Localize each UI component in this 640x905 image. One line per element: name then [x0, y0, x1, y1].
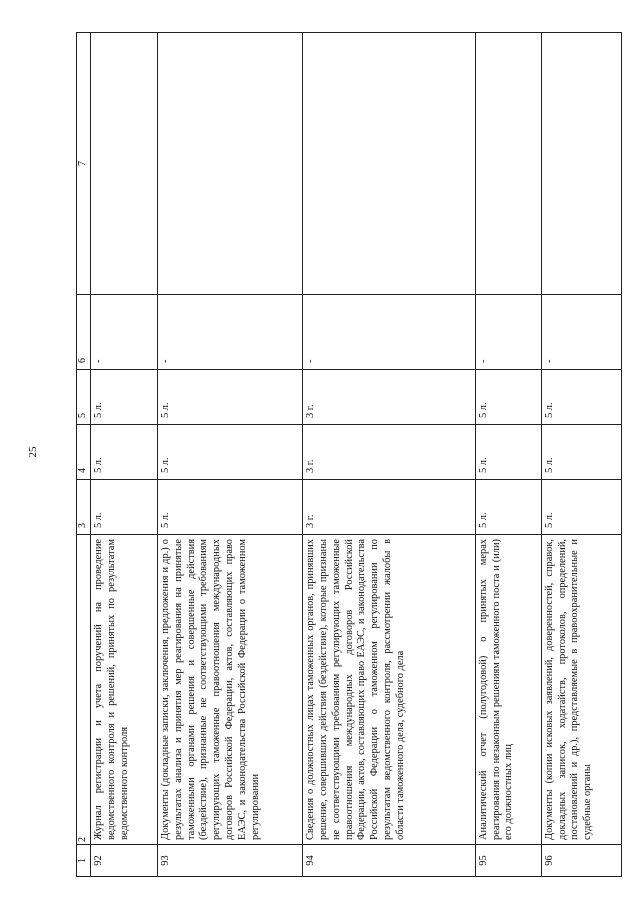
table-row: [475, 33, 541, 877]
row-description: Сведения о должностных лицах таможенных органов, принявших решение, совершивших действия (бездействие), которые признаны не соответствующими требованиям регулирующих таможенные правоотношения международных договоров Российской Федерации, актов, составляющих право ЕАЭС, и законодательства Российской Федерации о таможенном регулировании по результатам ведомственного контроля, рассмотрении жалобы в области таможенного дела, судебного дела: [303, 535, 476, 845]
row-col4: 3 г.: [303, 425, 476, 480]
table-row: [158, 33, 303, 877]
row-col3: 5 л.: [158, 480, 303, 535]
row-number: 96: [541, 845, 621, 877]
row-col3: 5 л.: [91, 480, 158, 535]
row-number: 93: [158, 845, 303, 877]
row-col7: [158, 33, 303, 295]
row-col6: -: [541, 295, 621, 370]
row-col3: 3 г.: [303, 480, 476, 535]
row-col7: [91, 33, 158, 295]
page-number: 25: [27, 446, 39, 458]
row-col6: -: [91, 295, 158, 370]
row-description: Документы (докладные записки, заключения, предложения и др.) о результатах анализа и принятия мер реагирования на принятые таможенными органами решения и совершенные действия (бездействие), признанные не соответствующими требованиям регулирующих таможенные правоотношения международных договоров Российской Федерации, актов, составляющих право ЕАЭС, и законодательства Российской Федерации о таможенном регулировании: [158, 535, 303, 845]
col-header-4: 4: [77, 425, 91, 480]
row-description: Документы (копии исковых заявлений, доверенностей, справок, докладных записок, ходатайств, протоколов, определений, постановлений и др.), представляемые в правоохранительные и судебные органы: [541, 535, 621, 845]
row-col4: 5 л.: [158, 425, 303, 480]
table-row: [541, 33, 621, 877]
row-col5: 3 г.: [303, 370, 476, 425]
row-col4: 5 л.: [475, 425, 541, 480]
records-table: [76, 32, 622, 877]
row-col6: -: [158, 295, 303, 370]
row-number: 94: [303, 845, 476, 877]
row-col5: 5 л.: [541, 370, 621, 425]
col-header-3: 3: [77, 480, 91, 535]
row-col3: 5 л.: [541, 480, 621, 535]
row-col5: 5 л.: [158, 370, 303, 425]
row-col4: 5 л.: [541, 425, 621, 480]
row-col5: 5 л.: [475, 370, 541, 425]
records-table-wrapper: [76, 32, 622, 877]
row-col3: 5 л.: [475, 480, 541, 535]
row-col5: 5 л.: [91, 370, 158, 425]
table-row: [303, 33, 476, 877]
row-col6: -: [475, 295, 541, 370]
col-header-7: 7: [77, 33, 91, 295]
col-header-5: 5: [77, 370, 91, 425]
row-col7: [475, 33, 541, 295]
col-header-2: 2: [77, 535, 91, 845]
row-col4: 5 л.: [91, 425, 158, 480]
row-description: Аналитический отчет (полугодовой) о принятых мерах реагирования по незаконным решениям таможенного поста и (или) его должностных лиц: [475, 535, 541, 845]
row-number: 95: [475, 845, 541, 877]
row-number: 92: [91, 845, 158, 877]
row-col7: [303, 33, 476, 295]
table-row: [91, 33, 158, 877]
header-row: [77, 33, 91, 877]
row-col7: [541, 33, 621, 295]
row-col6: -: [303, 295, 476, 370]
row-description: Журнал регистрации и учета поручений на проведение ведомственного контроля и решений, принятых по результатам ведомственного контроля: [91, 535, 158, 845]
col-header-1: 1: [77, 845, 91, 877]
col-header-6: 6: [77, 295, 91, 370]
